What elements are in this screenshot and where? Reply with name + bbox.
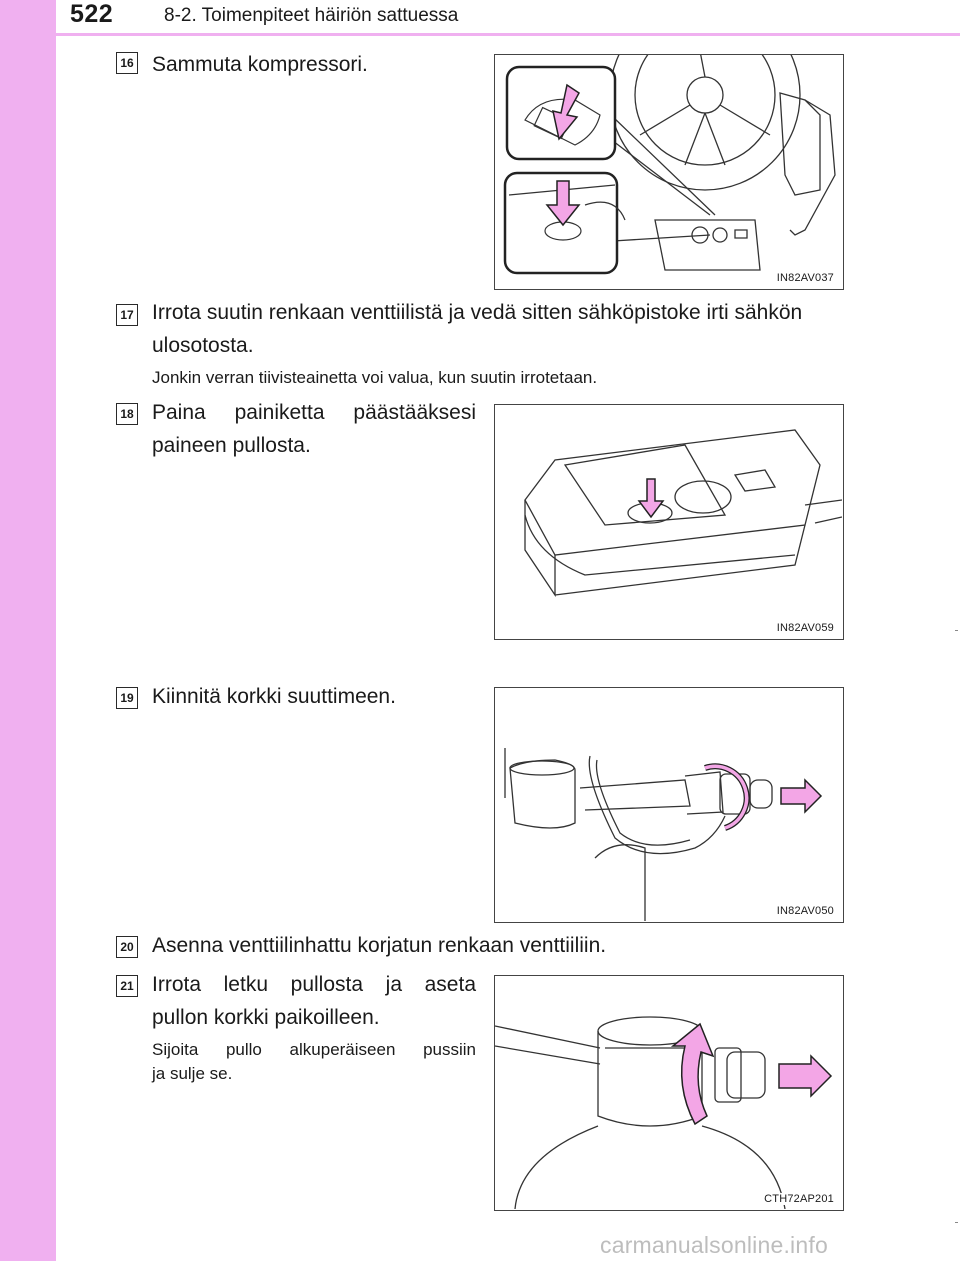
step-17-text-line1: Irrota suutin renkaan venttiilistä ja vedä sitten sähköpistoke irti sähkön <box>152 301 803 324</box>
section-title: 8-2. Toimenpiteet häiriön sattuessa <box>164 5 459 26</box>
step-21-note-line2: ja sulje se. <box>152 1064 233 1083</box>
step-21-note-line1: Sijoita pullo alkuperäiseen pussiin <box>152 1040 476 1059</box>
step-20-text: Asenna venttiilinhattu korjatun renkaan venttiiliin. <box>152 934 607 957</box>
attach-cap-illustration <box>495 688 842 921</box>
step-21-text-line2: pullon korkki paikoilleen. <box>152 1006 380 1029</box>
step-number-18: 18 <box>116 403 138 425</box>
figure-code: IN82AV037 <box>776 272 834 284</box>
step-16-text: Sammuta kompressori. <box>152 53 368 76</box>
figure-bottle-cap <box>494 975 844 1211</box>
figure-release-pressure <box>494 404 844 640</box>
step-number-21: 21 <box>116 975 138 997</box>
header-divider <box>56 33 960 36</box>
figure-attach-cap <box>494 687 844 923</box>
page-number: 522 <box>70 0 114 28</box>
step-17-text-line2: ulosotosta. <box>152 334 254 357</box>
step-number-19: 19 <box>116 687 138 709</box>
step-18-text-line1: Paina painiketta päästääksesi <box>152 401 476 424</box>
step-19-text: Kiinnitä korkki suuttimeen. <box>152 685 396 708</box>
edge-tick <box>955 630 958 631</box>
step-number-17: 17 <box>116 304 138 326</box>
step-21-text-line1: Irrota letku pullosta ja aseta <box>152 973 476 996</box>
step-number-16: 16 <box>116 52 138 74</box>
step-18-text-line2: paineen pullosta. <box>152 434 311 457</box>
figure-compressor-off <box>494 54 844 290</box>
figure-code: CTH72AP201 <box>764 1193 834 1205</box>
figure-code: IN82AV050 <box>776 905 834 917</box>
step-number-20: 20 <box>116 936 138 958</box>
edge-tick <box>955 1222 958 1223</box>
figure-code: IN82AV059 <box>776 622 834 634</box>
step-17-note: Jonkin verran tiivisteainetta voi valua, kun suutin irrotetaan. <box>152 368 598 387</box>
sidebar-accent <box>0 0 56 1261</box>
bottle-cap-illustration <box>495 976 842 1209</box>
watermark: carmanualsonline.info <box>600 1232 828 1258</box>
compressor-off-illustration <box>495 55 842 288</box>
release-pressure-illustration <box>495 405 842 638</box>
